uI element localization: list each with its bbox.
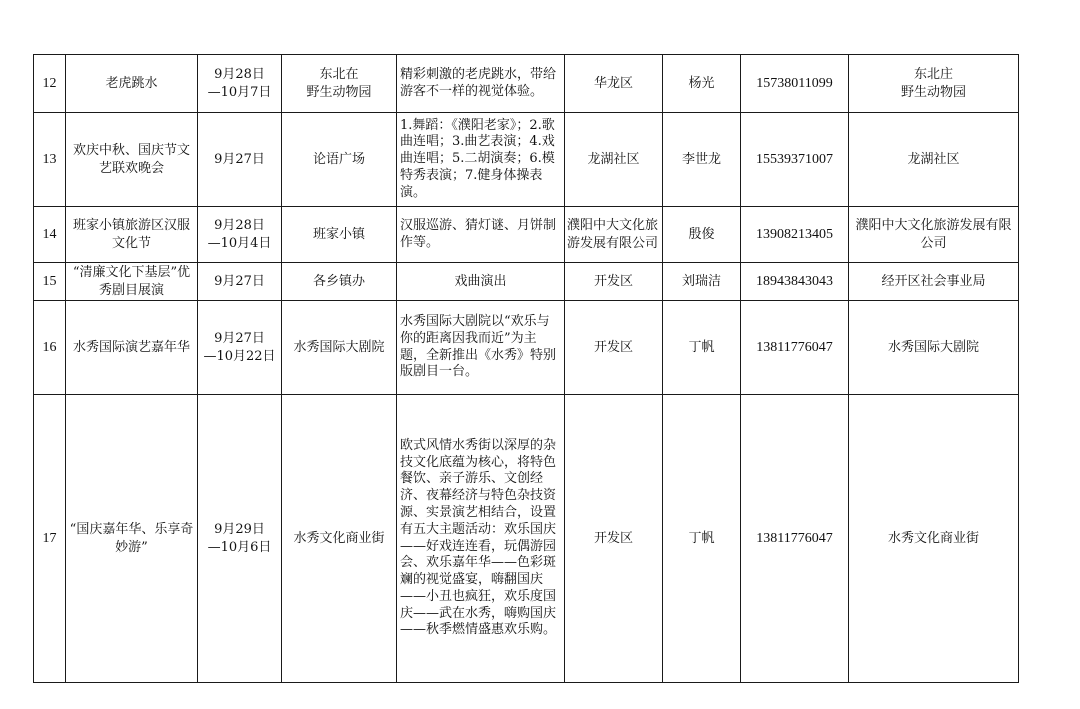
event-phone: 15539371007 — [741, 113, 849, 207]
event-phone: 13811776047 — [741, 301, 849, 395]
event-venue: 论语广场 — [282, 113, 397, 207]
event-name: “国庆嘉年华、乐享奇妙游” — [66, 395, 198, 683]
row-number: 15 — [34, 263, 66, 301]
event-description: 戏曲演出 — [397, 263, 565, 301]
event-contact: 杨光 — [663, 55, 741, 113]
event-contact: 丁帆 — [663, 395, 741, 683]
event-district: 濮阳中大文化旅游发展有限公司 — [565, 207, 663, 263]
event-date: 9月27日 — [198, 113, 282, 207]
row-number: 14 — [34, 207, 66, 263]
table-row — [34, 207, 1019, 263]
table-row — [34, 395, 1019, 683]
event-contact: 刘瑞洁 — [663, 263, 741, 301]
event-venue: 水秀文化商业街 — [282, 395, 397, 683]
event-district: 华龙区 — [565, 55, 663, 113]
event-unit: 水秀国际大剧院 — [849, 301, 1019, 395]
events-table — [33, 54, 1019, 683]
event-district: 开发区 — [565, 395, 663, 683]
event-name: “清廉文化下基层”优秀剧目展演 — [66, 263, 198, 301]
event-phone: 18943843043 — [741, 263, 849, 301]
event-name: 老虎跳水 — [66, 55, 198, 113]
event-phone: 13811776047 — [741, 395, 849, 683]
event-date: 9月29日 —10月6日 — [198, 395, 282, 683]
event-unit: 经开区社会事业局 — [849, 263, 1019, 301]
event-district: 龙湖社区 — [565, 113, 663, 207]
table-row — [34, 113, 1019, 207]
row-number: 17 — [34, 395, 66, 683]
event-unit: 濮阳中大文化旅游发展有限公司 — [849, 207, 1019, 263]
event-description: 汉服巡游、猜灯谜、月饼制作等。 — [397, 207, 565, 263]
event-description: 1.舞蹈：《濮阳老家》；2.歌曲连唱；3.曲艺表演；4.戏曲连唱；5.二胡演奏；6.模特秀表演；7.健身体操表演。 — [397, 113, 565, 207]
table-row — [34, 55, 1019, 113]
event-unit: 东北庄 野生动物园 — [849, 55, 1019, 113]
event-date: 9月28日 —10月7日 — [198, 55, 282, 113]
row-number: 12 — [34, 55, 66, 113]
event-date: 9月27日 —10月22日 — [198, 301, 282, 395]
event-venue: 各乡镇办 — [282, 263, 397, 301]
table-row — [34, 301, 1019, 395]
event-description: 精彩刺激的老虎跳水，带给游客不一样的视觉体验。 — [397, 55, 565, 113]
event-contact: 李世龙 — [663, 113, 741, 207]
event-date: 9月27日 — [198, 263, 282, 301]
event-venue: 班家小镇 — [282, 207, 397, 263]
event-name: 水秀国际演艺嘉年华 — [66, 301, 198, 395]
event-venue: 水秀国际大剧院 — [282, 301, 397, 395]
table-row — [34, 263, 1019, 301]
event-description: 欧式风情水秀街以深厚的杂技文化底蕴为核心，将特色餐饮、亲子游乐、文创经济、夜幕经济与特色杂技资源、实景演艺相结合，设置有五大主题活动：欢乐国庆——好戏连连看，玩偶游园会、欢乐嘉年华——色彩斑斓的视觉盛宴，嗨翻国庆——小丑也疯狂，欢乐度国庆——武在水秀，嗨购国庆——秋季燃情盛惠欢乐购。 — [397, 395, 565, 683]
event-contact: 丁帆 — [663, 301, 741, 395]
event-district: 开发区 — [565, 263, 663, 301]
event-venue: 东北在 野生动物园 — [282, 55, 397, 113]
event-name: 班家小镇旅游区汉服文化节 — [66, 207, 198, 263]
event-phone: 15738011099 — [741, 55, 849, 113]
event-unit: 龙湖社区 — [849, 113, 1019, 207]
event-unit: 水秀文化商业街 — [849, 395, 1019, 683]
event-contact: 殷俊 — [663, 207, 741, 263]
row-number: 16 — [34, 301, 66, 395]
event-name: 欢庆中秋、国庆节文艺联欢晚会 — [66, 113, 198, 207]
event-phone: 13908213405 — [741, 207, 849, 263]
event-description: 水秀国际大剧院以“欢乐与你的距离因我而近”为主题，全新推出《水秀》特别版剧目一台。 — [397, 301, 565, 395]
event-district: 开发区 — [565, 301, 663, 395]
event-date: 9月28日 —10月4日 — [198, 207, 282, 263]
row-number: 13 — [34, 113, 66, 207]
